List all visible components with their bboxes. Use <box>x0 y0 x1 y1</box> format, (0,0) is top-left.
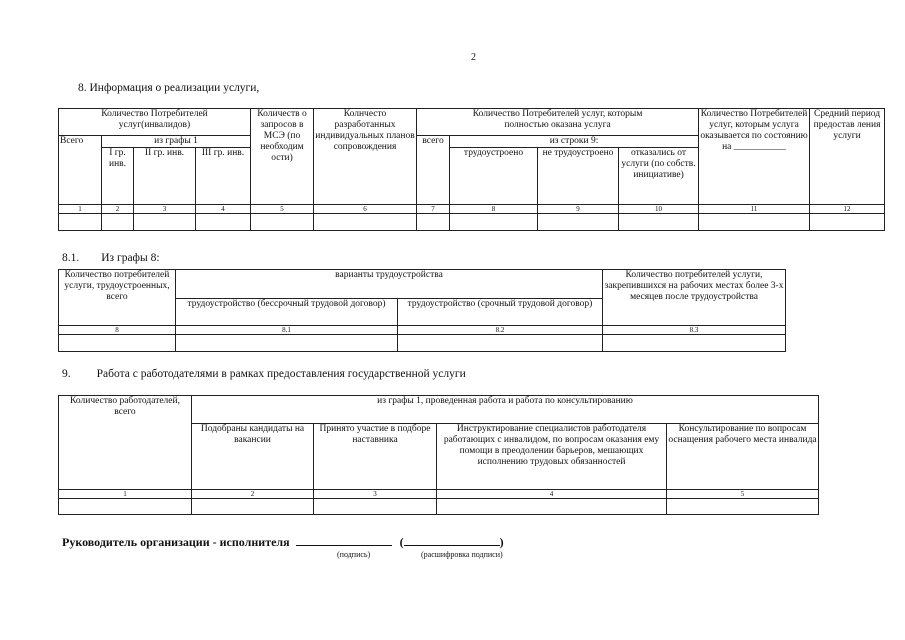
header-in-progress: Количество Потребителей услуг, которым услуга оказывается по состоянию на ___________ <box>699 109 810 205</box>
data-cell[interactable] <box>314 499 437 515</box>
data-cell[interactable] <box>251 214 314 231</box>
col-num: 1 <box>59 205 102 214</box>
col-num: 11 <box>699 205 810 214</box>
header-retained: Количество потребителей услуги, закрепившихся на рабочих местах более 3-х месяцев после трудоустройства <box>603 270 786 326</box>
col-num: 7 <box>417 205 450 214</box>
header-candidates: Подобраны кандидаты на вакансии <box>192 424 314 490</box>
col-num: 8.1 <box>176 326 398 335</box>
col-num: 6 <box>314 205 417 214</box>
data-cell[interactable] <box>59 499 192 515</box>
data-cell[interactable] <box>59 335 176 352</box>
col-num: 8.3 <box>603 326 786 335</box>
data-cell[interactable] <box>102 214 134 231</box>
header-instruction: Инструктирование специалистов работодателя работающих с инвалидом, по вопросам оказания ему помощи в преодолении барьеров, мешающих исполнению трудовых обязанностей <box>437 424 667 490</box>
data-cell[interactable] <box>134 214 196 231</box>
col-num: 8 <box>59 326 176 335</box>
signature-decoding-field[interactable] <box>404 534 500 546</box>
header-employers-total: Количество работодателей, всего <box>59 396 192 490</box>
table-row <box>59 214 885 231</box>
header-refused: отказались от услуги (по собств. инициативе) <box>619 148 699 205</box>
section-8-1-heading: 8.1. Из графы 8: <box>62 252 160 264</box>
header-mentor: Принято участие в подборе наставника <box>314 424 437 490</box>
header-of-column-1: из графы 1 <box>102 136 251 148</box>
col-num: 3 <box>134 205 196 214</box>
employer-work-table <box>58 395 819 515</box>
col-num: 12 <box>810 205 885 214</box>
col-num: 5 <box>251 205 314 214</box>
data-cell[interactable] <box>603 335 786 352</box>
header-group-3: III гр. инв. <box>196 148 251 205</box>
data-cell[interactable] <box>314 214 417 231</box>
col-num: 1 <box>59 490 192 499</box>
open-paren: ( <box>399 535 404 549</box>
service-implementation-table <box>58 108 885 231</box>
employment-variants-table <box>58 269 786 352</box>
header-group-1: I гр. инв. <box>102 148 134 205</box>
header-group-2: II гр. инв. <box>134 148 196 205</box>
header-all: всего <box>417 136 450 205</box>
data-cell[interactable] <box>437 499 667 515</box>
col-num: 5 <box>667 490 819 499</box>
header-consulting: Консультирование по вопросам оснащения рабочего места инвалида <box>667 424 819 490</box>
header-unlimited-contract: трудоустройство (бессрочный трудовой договор) <box>176 299 398 326</box>
column-number-row <box>59 205 885 214</box>
section-8-heading: 8. Информация о реализации услуги, <box>78 82 260 94</box>
col-num: 10 <box>619 205 699 214</box>
header-fixed-contract: трудоустройство (срочный трудовой договор) <box>398 299 603 326</box>
col-num: 3 <box>314 490 437 499</box>
col-num: 2 <box>102 205 134 214</box>
header-average-period: Средний период предостав ления услуги <box>810 109 885 205</box>
header-employed: трудоустроено <box>450 148 538 205</box>
data-cell[interactable] <box>538 214 619 231</box>
col-num: 8 <box>450 205 538 214</box>
header-mse-requests: Количеств о запросов в МСЭ (по необходим ости) <box>251 109 314 205</box>
data-cell[interactable] <box>450 214 538 231</box>
header-consumers: Количество Потребителей услуг(инвалидов) <box>59 109 251 136</box>
data-cell[interactable] <box>176 335 398 352</box>
signature-caption: (подпись) <box>337 550 371 559</box>
data-cell[interactable] <box>417 214 450 231</box>
section-9-heading: 9. Работа с работодателями в рамках предоставления государственной услуги <box>62 368 466 380</box>
col-num: 4 <box>437 490 667 499</box>
signature-decoding-caption: (расшифровка подписи) <box>421 550 503 559</box>
signature-line <box>62 534 504 550</box>
header-from-column-1: из графы 1, проведенная работа и работа по консультированию <box>192 396 819 424</box>
signature-field[interactable] <box>296 534 392 546</box>
data-cell[interactable] <box>699 214 810 231</box>
data-cell[interactable] <box>667 499 819 515</box>
data-cell[interactable] <box>398 335 603 352</box>
col-num: 2 <box>192 490 314 499</box>
header-fully-served: Количество Потребителей услуг, которым полностью оказана услуга <box>417 109 699 136</box>
header-total: Всего <box>59 136 102 205</box>
header-not-employed: не трудоустроено <box>538 148 619 205</box>
table-row <box>59 499 819 515</box>
header-employment-variants: варианты трудоустройства <box>176 270 603 299</box>
data-cell[interactable] <box>619 214 699 231</box>
col-num: 9 <box>538 205 619 214</box>
col-num: 4 <box>196 205 251 214</box>
header-of-row-9: из строки 9: <box>450 136 699 148</box>
column-number-row <box>59 326 786 335</box>
data-cell[interactable] <box>192 499 314 515</box>
header-support-plans: Колнчесто разработанных индивидуальных планов сопровождения <box>314 109 417 205</box>
table-row <box>59 335 786 352</box>
header-employed-count: Количество потребителей услуги, трудоустроенных, всего <box>59 270 176 326</box>
data-cell[interactable] <box>810 214 885 231</box>
col-num: 8.2 <box>398 326 603 335</box>
close-paren: ) <box>499 535 504 549</box>
data-cell[interactable] <box>196 214 251 231</box>
column-number-row <box>59 490 819 499</box>
signature-label: Руководитель организации - исполнителя <box>62 535 290 549</box>
page-number: 2 <box>471 52 476 63</box>
data-cell[interactable] <box>59 214 102 231</box>
